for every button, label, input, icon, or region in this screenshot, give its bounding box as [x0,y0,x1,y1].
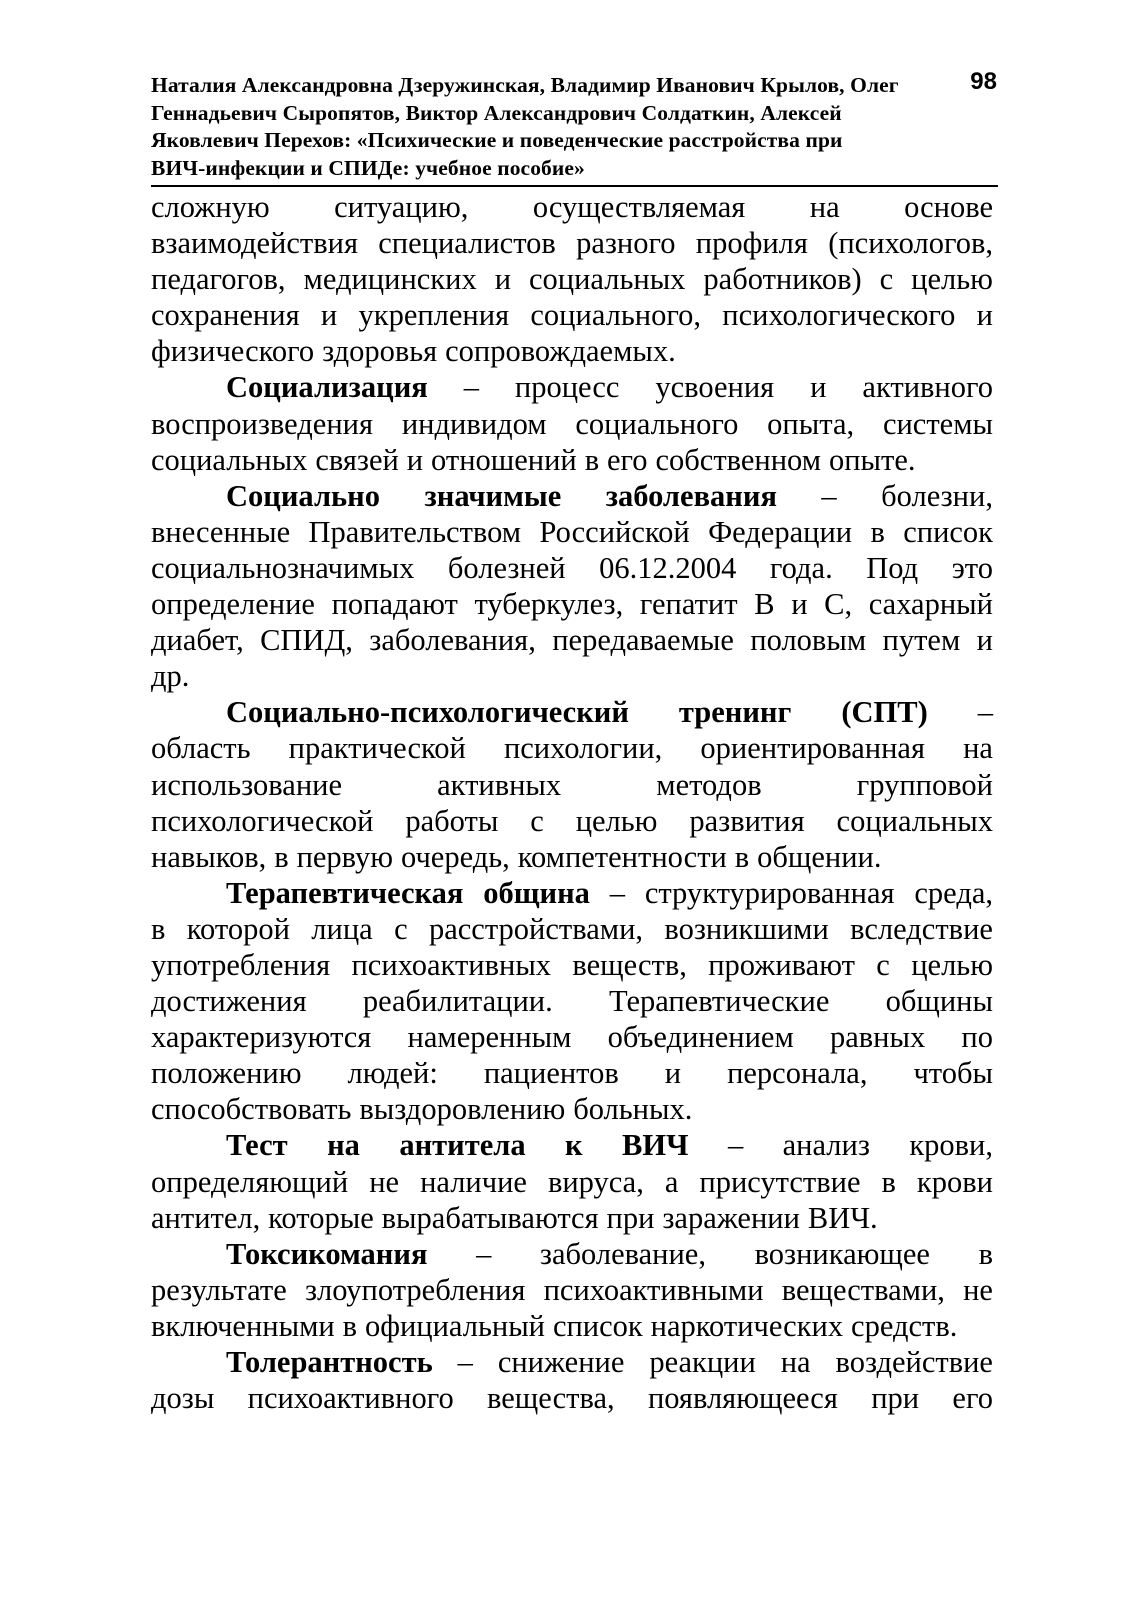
word: целью [911,262,993,297]
text-line [151,189,993,225]
word: чтобы [913,1056,993,1091]
word: С, [824,587,853,622]
word: осуществляемая [532,190,746,224]
word: психоактивного [247,1381,454,1416]
word: сохранения [151,298,300,333]
word: физического [151,334,315,369]
word: общины [885,984,993,1019]
word: в [870,514,885,549]
glossary-term-word: заболевания [605,478,777,513]
word: употребления [151,947,331,982]
paragraph-first-line [151,1236,993,1272]
word: на [780,1345,811,1379]
word: вируса, [547,1164,644,1199]
glossary-term-word: к [565,1128,583,1163]
word: вещества, [487,1381,615,1416]
word: его [607,442,648,477]
word: – [457,1345,473,1379]
word: в [274,839,289,874]
paragraph-first-line [151,1127,993,1163]
header-line: Наталия Александровна Дзеружинская, Владимир Иванович Крылов, Олег [151,73,899,97]
glossary-term-word: Социально-психологический [226,695,629,730]
word: усвоения [655,370,775,405]
word: выздоровлению [359,1092,566,1127]
word: больных. [573,1092,693,1127]
glossary-term-word: на [327,1128,360,1163]
word: социальных [151,442,308,477]
word: диабет, [151,623,244,658]
word: болезней [447,550,566,585]
word: веществами, [781,1272,945,1307]
word: года. [769,550,833,585]
word: опыте. [828,442,916,477]
word: в [734,839,750,874]
text-line [151,514,993,550]
word: Правительством [308,514,522,549]
word: Под [866,550,919,585]
word: достижения [151,984,307,1019]
word: при [871,1381,920,1416]
word: присутствие [699,1164,861,1199]
word: путем [882,623,961,658]
word: с [394,911,408,946]
word: специалистов [378,226,556,261]
word: и [810,370,827,405]
word: 06.12.2004 [599,550,737,585]
word: в [978,1236,993,1271]
word: социальнозначимых [151,550,415,585]
word: СПИД, [260,623,353,658]
word: системы [882,406,993,441]
word: крови, [909,1128,993,1163]
word: положению [151,1056,302,1091]
word: Терапевтические [608,984,830,1019]
word: и [976,623,993,658]
word: намеренным [407,1020,572,1055]
word: которые [268,1200,374,1235]
word: возникшими [664,911,829,946]
text-line [151,1019,993,1055]
word: психоактивных [351,947,552,982]
glossary-term-word: тренинг [678,695,792,730]
word: вследствие [850,911,993,946]
word: практической [288,731,466,766]
glossary-term-word: Социально [226,478,381,513]
word: – [977,695,993,730]
word: – [463,370,479,405]
text-line [151,1380,993,1416]
word: ориентированная [700,731,925,766]
word: целью [911,947,993,982]
word: характеризуются [151,1020,372,1055]
word: это [951,550,993,585]
word: пациентов [483,1056,619,1091]
word: снижение [497,1345,625,1379]
text-line [151,406,993,442]
text-line [151,983,993,1019]
word: в [151,911,166,946]
word: сложную [151,190,270,224]
header-line: Геннадьевич Сыропятов, Виктор Александрович Солдаткин, Алексей [151,100,842,125]
word: туберкулез, [474,587,624,622]
paragraph-first-line [151,875,993,911]
word: развития [689,803,805,838]
word: активных [437,767,562,802]
word: опыта, [767,406,855,441]
text-line [151,803,993,839]
paragraph-first-line [151,369,993,405]
paragraph-first-line [151,694,993,730]
word: внесенные [151,514,291,549]
word: сопровождаемых. [445,334,676,369]
word: педагогов, [151,262,286,297]
glossary-term-word: Токсикомания [226,1236,428,1271]
word: реабилитации. [362,984,553,1019]
text-line [151,622,993,658]
word: сахарный [868,587,993,622]
text-line [151,947,993,983]
word: ситуацию, [334,190,469,224]
text-line [151,1200,993,1236]
word: Федерации [708,514,853,549]
word: на [963,731,993,766]
word: определение [151,587,315,622]
text-line [151,297,993,333]
word: анализ [782,1128,870,1163]
word: ВИЧ. [807,1200,878,1235]
word: возникающее [754,1236,930,1271]
word: воздействие [835,1345,993,1379]
word: социального, [530,298,701,333]
word: при [606,1200,655,1235]
word: проживают [708,947,855,982]
word: индивидом [401,406,547,441]
word: психологического [722,298,956,333]
word: – [609,875,625,910]
word: объединением [607,1020,794,1055]
word: компетентности [517,839,727,874]
word: список [903,514,993,549]
glossary-term-word: Социализация [226,370,428,405]
word: болезни, [881,478,993,513]
word: с [530,803,544,838]
word: и [791,587,808,622]
word: профиля [695,226,808,261]
word: антител, [151,1200,261,1235]
word: воспроизведения [151,406,374,441]
word: результате [151,1272,287,1307]
word: среда, [914,875,993,910]
word: передаваемые [552,623,734,658]
word: заболевание, [539,1236,706,1271]
word: работников) [703,262,862,297]
word: первую [296,839,394,874]
word: методов [656,767,762,802]
word: способствовать [151,1092,352,1127]
word: – [727,1128,744,1163]
word: заражении [662,1200,800,1235]
text-line [151,1272,993,1308]
word: медицинских [303,262,477,297]
word: не [369,1164,400,1199]
glossary-term-word: антитела [399,1128,526,1163]
word: с [876,947,890,982]
word: заболевания, [369,623,536,658]
word: и [976,298,993,333]
word: официальный [364,1308,546,1343]
word: социальных [836,803,993,838]
word: – [821,478,837,513]
word: на [809,190,840,224]
word: гепатит [639,587,738,622]
text-line [151,225,993,261]
word: основе [904,190,993,224]
glossary-term-word: значимые [424,478,562,513]
word: людей: [347,1056,438,1091]
word: крови [916,1164,993,1199]
text-line [151,1164,993,1200]
word: разного [576,226,676,261]
header-line: ВИЧ-инфекции и СПИДе: учебное пособие» [151,155,585,180]
word: др. [151,659,190,694]
word: взаимодействия [151,226,358,261]
word: реакции [649,1345,756,1379]
word: персонала, [727,1056,868,1091]
word: В [754,587,775,622]
text-line [151,839,993,875]
word: а [664,1164,679,1199]
page-number: 98 [970,68,997,95]
word: очередь, [401,839,510,874]
word: список [552,1308,643,1343]
text-line [151,442,993,478]
text-line [151,658,993,694]
word: средств. [851,1308,958,1343]
word: активного [862,370,993,405]
word: процесс [514,370,620,405]
word: отношений [431,442,577,477]
word: равных [829,1020,926,1055]
word: Российской [539,514,690,549]
word: появляющееся [647,1381,838,1416]
word: связей [315,442,399,477]
word: наличие [420,1164,527,1199]
word: работы [405,803,499,838]
word: целью [575,803,658,838]
text-line [151,730,993,766]
glossary-term-word: Толерантность [226,1345,433,1379]
word: (психологов, [828,226,993,261]
word: социального [575,406,739,441]
word: расстройствами, [428,911,644,946]
word: и [494,262,512,297]
text-line [151,1308,993,1344]
word: социальных [529,262,686,297]
word: половым [750,623,867,658]
word: укрепления [358,298,510,333]
text-line [151,1055,993,1091]
text-line [151,586,993,622]
word: собственном [655,442,822,477]
word: общении. [757,839,882,874]
word: и [320,298,338,333]
text-line [151,767,993,803]
text-line [151,261,993,297]
word: наркотических [650,1308,844,1343]
word: в [584,442,600,477]
word: групповой [856,767,993,802]
word: психологической [151,803,374,838]
running-header [151,68,997,182]
word: не [963,1272,993,1307]
glossary-term-word: Терапевтическая [226,875,464,910]
word: злоупотребления [304,1272,526,1307]
word: – [476,1236,492,1271]
header-rule [151,185,998,187]
paragraph-first-line [151,1344,993,1380]
word: область [151,731,251,766]
glossary-term-word: ВИЧ [622,1128,689,1163]
word: в [881,1164,896,1199]
text-line [151,333,993,369]
word: которой [186,911,290,946]
word: использование [151,767,342,802]
glossary-term-word: Тест [226,1128,288,1163]
word: с [879,262,894,297]
word: психоактивными [543,1272,764,1307]
word: в [342,1308,358,1343]
word: и [406,442,424,477]
word: здоровья [322,334,438,369]
header-line: Яковлевич Перехов: «Психические и поведенческие расстройства при [151,128,843,152]
word: психологии, [503,731,663,766]
word: дозы [151,1381,215,1416]
word: попадают [331,587,458,622]
word: навыков, [151,839,267,874]
word: лица [311,911,373,946]
word: по [961,1020,993,1055]
word: вырабатываются [381,1200,599,1235]
word: определяющий [151,1164,349,1199]
word: его [952,1381,993,1416]
body-text [151,189,993,1416]
glossary-term-word: (СПТ) [841,695,928,730]
text-line [151,911,993,947]
text-line [151,550,993,586]
text-line [151,1091,993,1127]
paragraph-first-line [151,478,993,514]
word: и [664,1056,682,1091]
word: структурированная [644,875,895,910]
glossary-term-word: община [483,875,590,910]
word: включенными [151,1308,335,1343]
word: веществ, [572,947,687,982]
